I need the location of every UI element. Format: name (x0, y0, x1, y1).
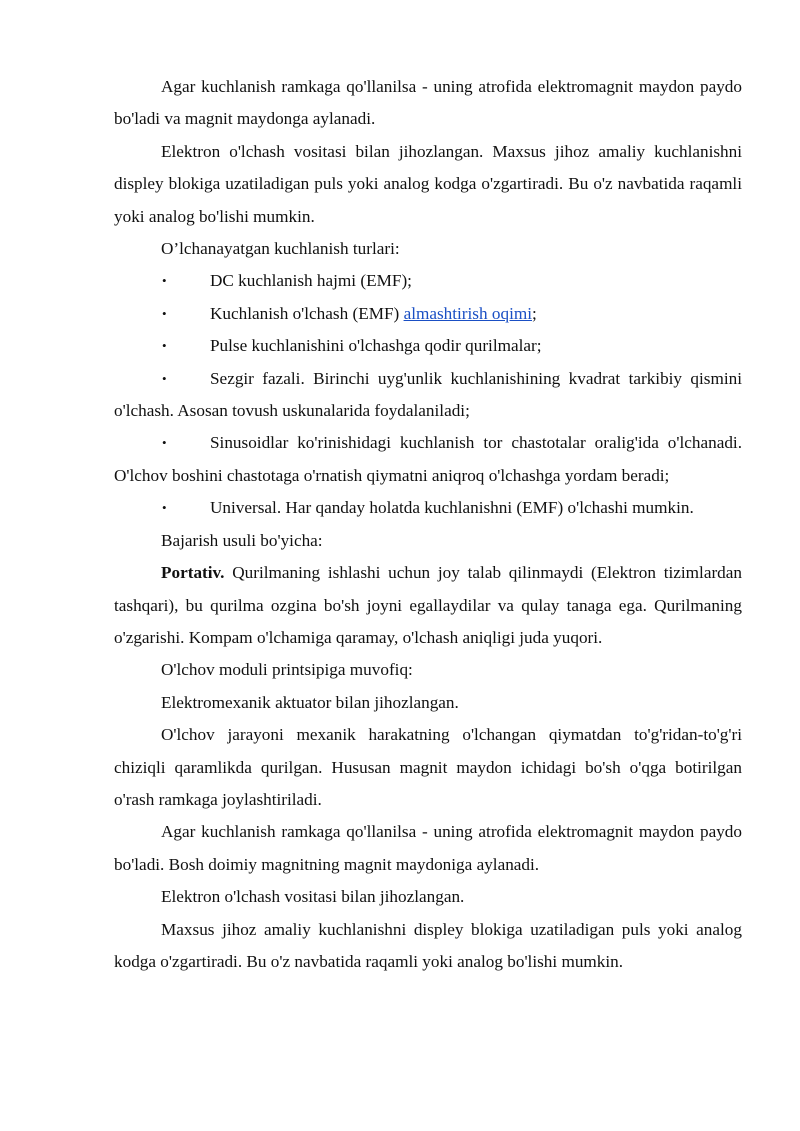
paragraph: Maxsus jihoz amaliy kuchlanishni displey blokiga uzatiladigan puls yoki analog kodga o'zgartiradi. Bu o'z navbatida raqamli yoki analog bo'lishi mumkin. (114, 919, 742, 971)
term-label: Portativ. (161, 563, 225, 583)
alternating-current-link[interactable]: almashtirish oqimi (403, 303, 532, 323)
paragraph: O'lchov jarayoni mexanik harakatning o'lchangan qiymatdan to'g'ridan-to'g'ri chiziqli qaramlikda qurilgan. Hususan magnit maydon ichidagi bo'sh o'qga botirilgan o'rash ramkaga joylashtiriladi. (114, 725, 742, 809)
list-item (114, 427, 742, 492)
paragraph: Elektron o'lchash vositasi bilan jihozlangan. (161, 887, 465, 907)
list-item (114, 265, 742, 297)
bullet-icon: • (162, 338, 167, 354)
list-item (114, 492, 742, 524)
paragraph: O'lchov moduli printsipiga muvofiq: (161, 660, 413, 680)
term-text: Qurilmaning ishlashi uchun joy talab qilinmaydi (Elektron tizimlardan tashqari), bu qurilma ozgina bo'sh joyni egallaydilar va qulay tanaga ega. Qurilmaning o'zgarishi. Kompam o'lchamiga qaramay, o'lchash aniqligi juda yuqori. (114, 563, 742, 647)
bullet-icon: • (162, 305, 167, 321)
list-item (114, 363, 742, 428)
paragraph (114, 557, 742, 654)
bullet-icon: • (162, 370, 167, 386)
list-item (114, 330, 742, 362)
list-item-text: Sezgir fazali. Birinchi uyg'unlik kuchlanishining kvadrat tarkibiy qismini o'lchash. Asosan tovush uskunalarida foydalaniladi; (114, 368, 742, 421)
list-heading: O’lchanayatgan kuchlanish turlari: (161, 239, 400, 259)
bullet-icon: • (162, 435, 167, 451)
document-page (114, 71, 742, 978)
list-item-text: DC kuchlanish hajmi (EMF); (210, 271, 412, 291)
list-item-text: Universal. Har qanday holatda kuchlanishni (EMF) o'lchashi mumkin. (210, 498, 694, 518)
section-heading: Bajarish usuli bo'yicha: (161, 530, 323, 550)
bullet-icon: • (162, 273, 167, 289)
list-item-text: Pulse kuchlanishini o'lchashga qodir qurilmalar; (210, 336, 542, 356)
list-item (114, 298, 742, 330)
list-item-text: Kuchlanish o'lchash (EMF) (210, 303, 404, 323)
paragraph: Elektron o'lchash vositasi bilan jihozlangan. Maxsus jihoz amaliy kuchlanishni displey blokiga uzatiladigan puls yoki analog kodga o'zgartiradi. Bu o'z navbatida raqamli yoki analog bo'lishi mumkin. (114, 141, 742, 226)
list-item-text: Sinusoidlar ko'rinishidagi kuchlanish tor chastotalar oralig'ida o'lchanadi. O'lchov boshini chastotaga o'rnatish qiymatni aniqroq o'lchashga yordam beradi; (114, 433, 742, 485)
paragraph: Agar kuchlanish ramkaga qo'llanilsa - uning atrofida elektromagnit maydon paydo bo'ladi va magnit maydonga aylanadi. (114, 77, 742, 129)
paragraph: Elektromexanik aktuator bilan jihozlangan. (161, 692, 459, 712)
paragraph: Agar kuchlanish ramkaga qo'llanilsa - uning atrofida elektromagnit maydon paydo bo'ladi. Bosh doimiy magnitning magnit maydoniga aylanadi. (114, 822, 742, 874)
bullet-icon: • (162, 500, 167, 516)
list-item-text: ; (531, 303, 537, 323)
